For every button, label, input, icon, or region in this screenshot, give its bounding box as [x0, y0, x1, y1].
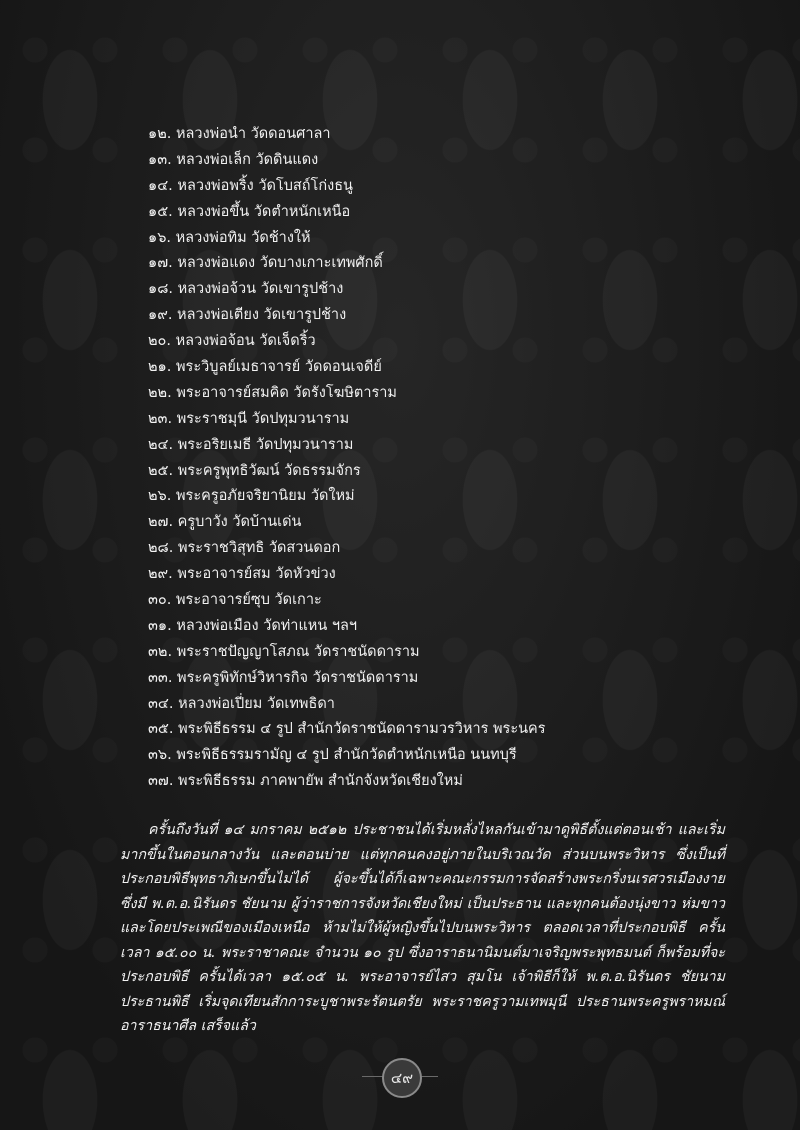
list-item: ๒๕. พระครูพุทธิวัฒน์ วัดธรรมจักร [148, 462, 361, 479]
list-item: ๑๔. หลวงพ่อพริ้ง วัดโบสถ์โก่งธนู [148, 177, 353, 194]
list-item: ๑๙. หลวงพ่อเตียง วัดเขารูปช้าง [148, 307, 347, 324]
list-item: ๒๓. พระราชมุนี วัดปทุมวนาราม [148, 410, 350, 427]
monk-list [148, 122, 546, 795]
list-item: ๑๕. หลวงพ่อขึ้น วัดตำหนักเหนือ [148, 203, 351, 220]
list-item: ๓๕. พระพิธีธรรม ๔ รูป สำนักวัดราชนัดดารามวรวิหาร พระนคร [148, 721, 546, 738]
list-item: ๑๗. หลวงพ่อแดง วัดบางเกาะเทพศักดิ์ [148, 255, 383, 272]
page-number: ๔๙ [382, 1058, 422, 1098]
list-item: ๓๑. หลวงพ่อเมือง วัดท่าแหน ฯลฯ [148, 617, 358, 634]
list-item: ๓๔. หลวงพ่อเปี่ยม วัดเทพธิดา [148, 695, 335, 712]
list-item: ๑๓. หลวงพ่อเล็ก วัดดินแดง [148, 151, 319, 168]
list-item: ๑๒. หลวงพ่อนำ วัดดอนศาลา [148, 126, 331, 142]
list-item: ๒๐. หลวงพ่อจ้อน วัดเจ็ดริ้ว [148, 333, 316, 350]
list-item: ๒๙. พระอาจารย์สม วัดหัวข่วง [148, 566, 336, 583]
body-paragraph: ครั้นถึงวันที่ ๑๔ มกราคม ๒๕๑๒ ประชาชนได้เริ่มหลั่งไหลกันเข้ามาดูพิธีตั้งแต่ตอนเช้า และเริ่มมากขึ้นในตอนกลางวัน และตอนบ่าย แต่ทุกคนคงอยู่ภายในบริเวณวัด ส่วนบนพระวิหาร ซึ่งเป็นที่ประกอบพิธีพุทธาภิเษกขึ้นไม่ได้ ผู้จะขึ้นได้ก็เฉพาะคณะกรรมการจัดสร้างพระกริ่งนเรศวรเมืองงาย ซึ่งมี พ.ต.อ.นิรันดร ชัยนาม ผู้ว่าราชการจังหวัดเชียงใหม่ เป็นประธาน และทุกคนต้องนุ่งขาว ห่มขาว และโดยประเพณีของเมืองเหนือ ห้ามไม่ให้ผู้หญิงขึ้นไปบนพระวิหาร ตลอดเวลาที่ประกอบพิธี ครั้นเวลา ๑๕.๐๐ น. พระราชาคณะ จำนวน ๑๐ รูป ซึ่งอาราธนานิมนต์มาเจริญพระพุทธมนต์ ก็พร้อมที่จะประกอบพิธี ครั้นได้เวลา ๑๕.๐๕ น. พระอาจารย์ไสว สุมโน เจ้าพิธีก็ให้ พ.ต.อ.นิรันดร ชัยนาม ประธานพิธี เริ่มจุดเทียนสักการะบูชาพระรัตนตรัย พระราชครูวามเทพมุนี ประธานพระครูพราหมณ์ อาราธนาศีล เสร็จแล้ว [120, 822, 725, 1034]
list-item: ๒๘. พระราชวิสุทธิ วัดสวนดอก [148, 540, 341, 557]
list-item: ๓๗. พระพิธีธรรม ภาคพายัพ สำนักจังหวัดเชียงใหม่ [148, 773, 463, 790]
list-item: ๑๖. หลวงพ่อทิม วัดช้างให้ [148, 229, 311, 246]
list-item: ๒๖. พระครูอภัยจริยานิยม วัดใหม่ [148, 488, 355, 505]
list-item: ๓๓. พระครูพิทักษ์วิหารกิจ วัดราชนัดดาราม [148, 669, 419, 686]
list-item: ๒๒. พระอาจารย์สมคิด วัดรังโฆษิตาราม [148, 384, 397, 401]
list-item: ๒๔. พระอริยเมธี วัดปทุมวนาราม [148, 436, 354, 453]
list-item: ๑๘. หลวงพ่อจ้วน วัดเขารูปช้าง [148, 281, 344, 298]
list-item: ๒๑. พระวิบูลย์เมธาจารย์ วัดดอนเจดีย์ [148, 359, 382, 376]
list-item: ๓๐. พระอาจารย์ซุบ วัดเกาะ [148, 592, 322, 609]
list-item: ๒๗. ครูบาวัง วัดบ้านเด่น [148, 514, 302, 531]
list-item: ๓๖. พระพิธีธรรมรามัญ ๔ รูป สำนักวัดตำหนักเหนือ นนทบุรี [148, 747, 517, 764]
list-item: ๓๒. พระราชปัญญาโสภณ วัดราชนัดดาราม [148, 643, 420, 660]
